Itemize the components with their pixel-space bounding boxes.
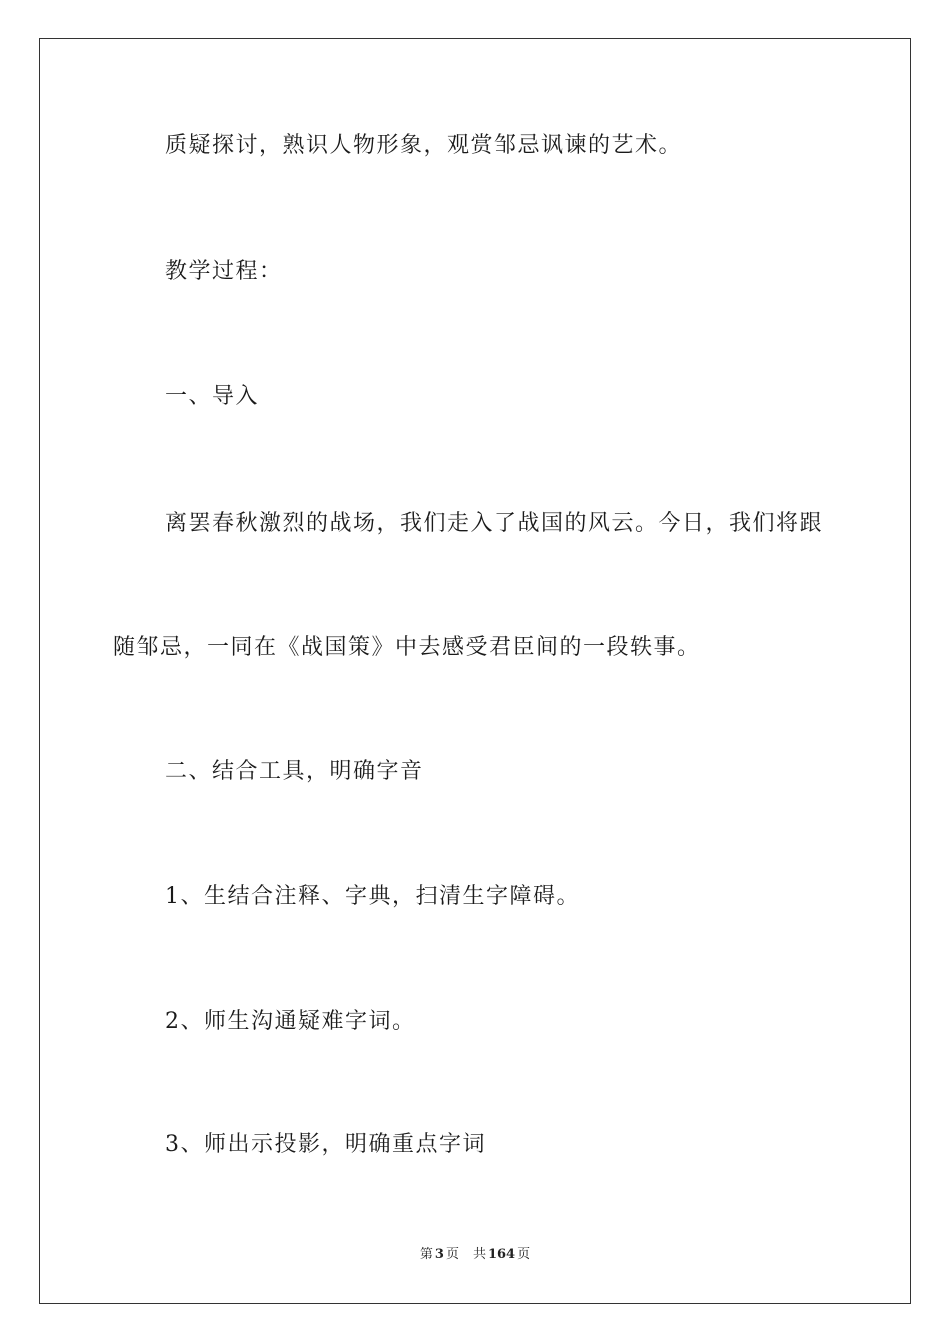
section-heading-intro: 一、导入 xyxy=(165,384,260,409)
footer-total-number: 164 xyxy=(487,1247,516,1262)
page-border xyxy=(39,38,911,1304)
list-item-2: 2、师生沟通疑难字词。 xyxy=(165,1009,416,1034)
paragraph-goal: 质疑探讨，熟识人物形象，观赏邹忌讽谏的艺术。 xyxy=(165,133,683,158)
footer-page-prefix: 第 xyxy=(419,1247,433,1262)
paragraph-process-heading: 教学过程： xyxy=(165,259,283,284)
footer-page-suffix: 页 xyxy=(445,1247,459,1262)
paragraph-intro-line2: 随邹忌，一同在《战国策》中去感受君臣间的一段轶事。 xyxy=(113,635,701,660)
footer-total-suffix: 页 xyxy=(517,1247,531,1262)
list-item-3: 3、师出示投影，明确重点字词 xyxy=(165,1132,486,1157)
footer-page-number: 3 xyxy=(434,1247,444,1262)
paragraph-intro-line1: 离罢春秋激烈的战场，我们走入了战国的风云。今日，我们将跟 xyxy=(165,511,824,536)
section-heading-pronunciation: 二、结合工具，明确字音 xyxy=(165,759,424,784)
list-item-1: 1、生结合注释、字典，扫清生字障碍。 xyxy=(165,884,580,909)
page-footer xyxy=(0,1246,950,1264)
footer-total-prefix: 共 xyxy=(472,1247,486,1262)
